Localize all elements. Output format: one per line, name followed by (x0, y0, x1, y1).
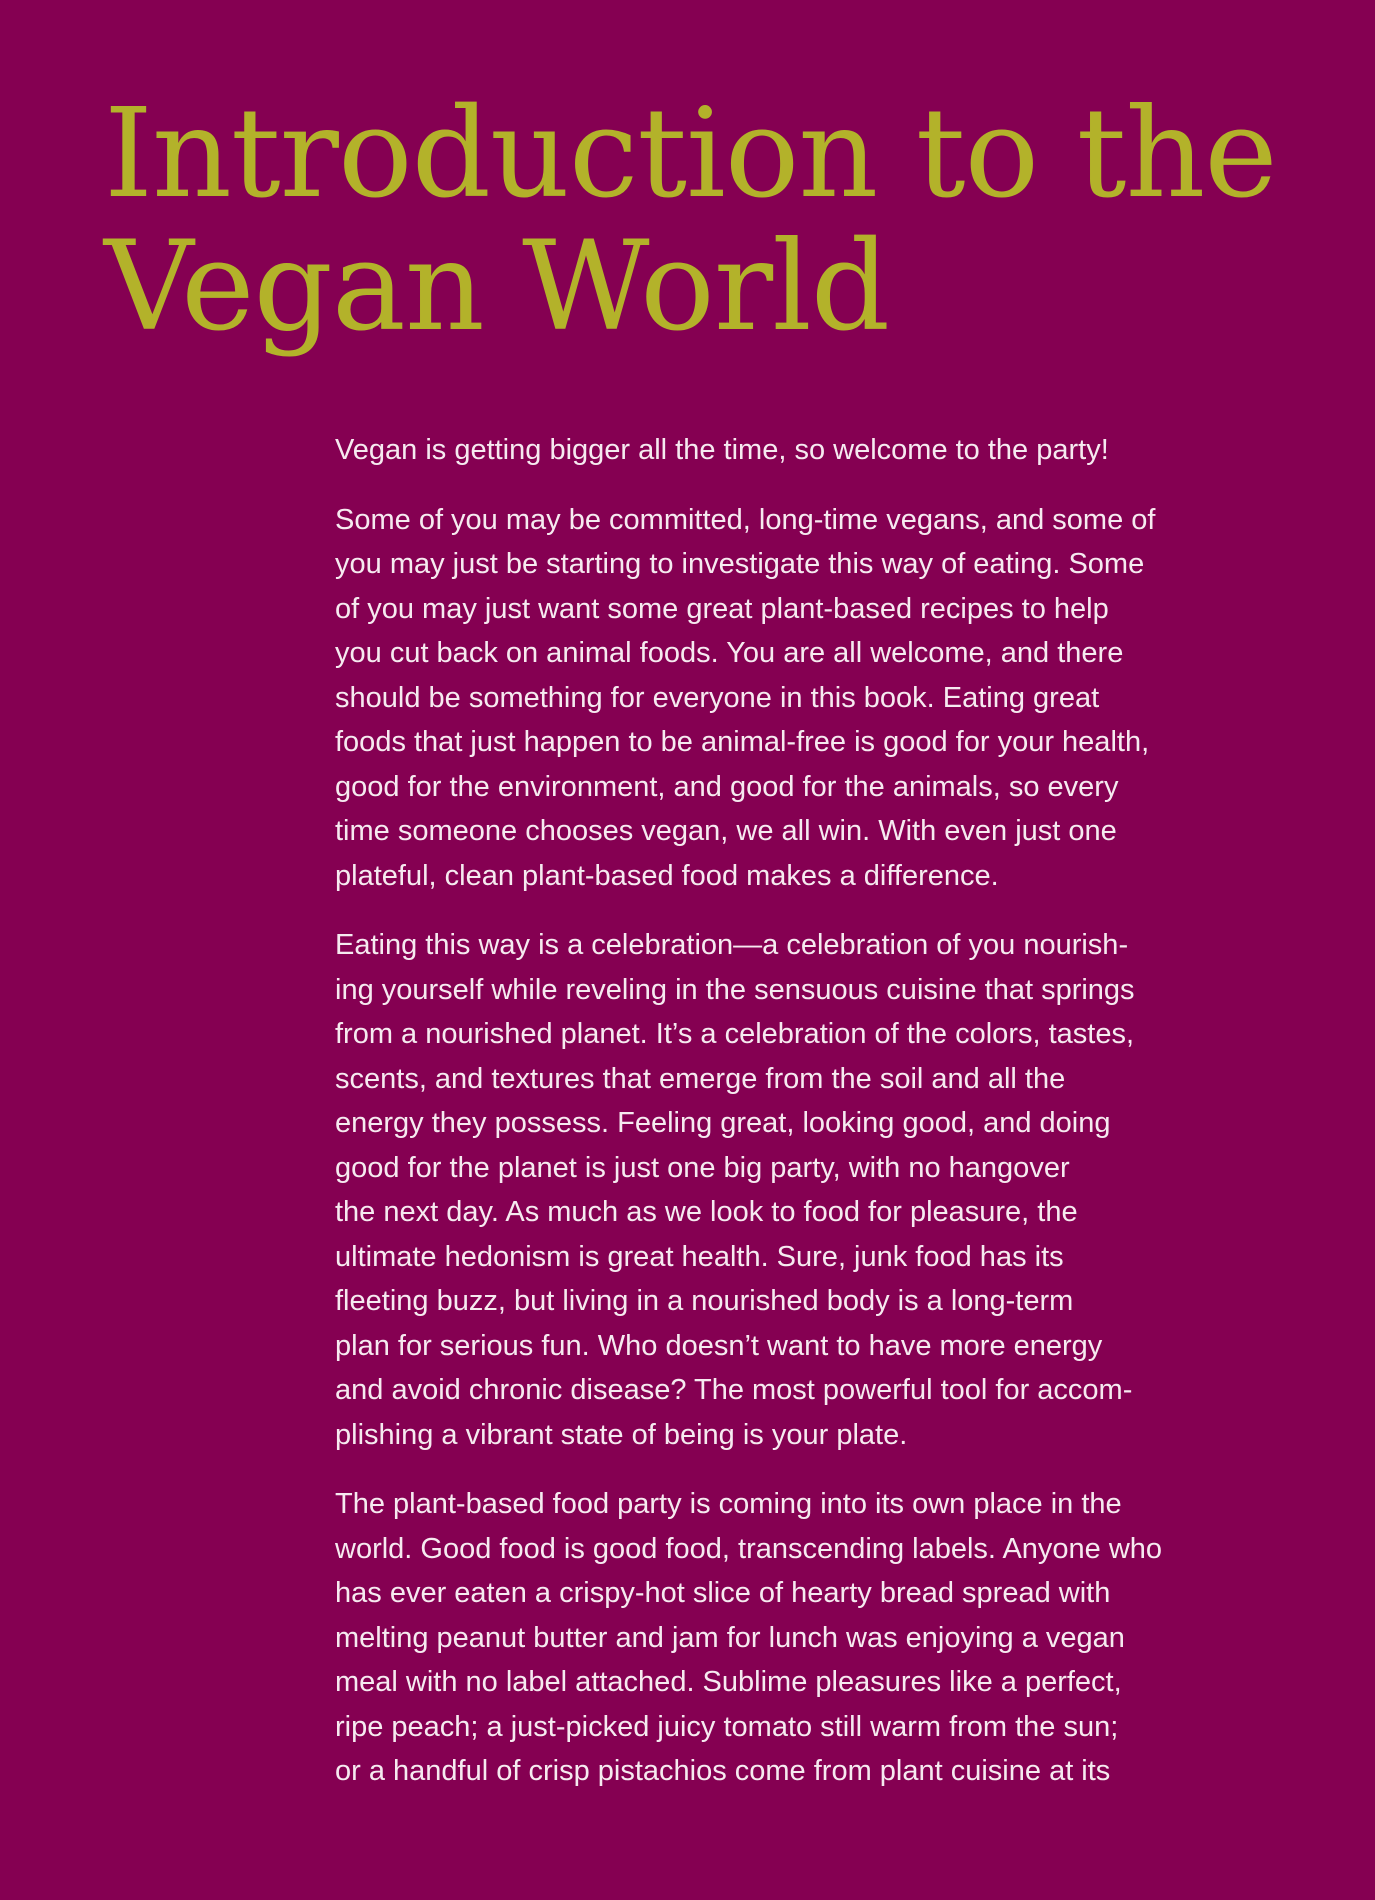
text-line: Eating this way is a celebration—a celebration of you nourish- (335, 929, 1129, 961)
text-line: ing yourself while reveling in the sensuous cuisine that springs (335, 973, 1135, 1006)
text-line: scents, and textures that emerge from the soil and all the (335, 1062, 1066, 1095)
text-line: good for the environment, and good for the animals, so every (335, 770, 1119, 803)
text-line: energy they possess. Feeling great, looking good, and doing (335, 1107, 1111, 1139)
text-line: The plant-based food party is coming into its own place in the (335, 1488, 1122, 1520)
paragraph-food-party (335, 1482, 1235, 1794)
text-line: from a nourished planet. It’s a celebration of the colors, tastes, (335, 1018, 1135, 1050)
text-line: and avoid chronic disease? The most powerful tool for accom- (335, 1374, 1133, 1406)
text-line: or a handful of crisp pistachios come from plant cuisine at its (335, 1755, 1111, 1787)
text-line: time someone chooses vegan, we all win. With even just one (335, 815, 1117, 847)
body-text (335, 428, 1235, 1819)
text-line: the next day. As much as we look to food for pleasure, the (335, 1196, 1078, 1228)
chapter-title (104, 82, 1277, 359)
text-line: should be something for everyone in this book. Eating great (335, 681, 1100, 714)
text-line: melting peanut butter and jam for lunch was enjoying a vegan (335, 1621, 1125, 1654)
text-line: meal with no label attached. Sublime pleasures like a perfect, (335, 1666, 1122, 1698)
chapter-title-line: Vegan World (104, 215, 890, 359)
paragraph-celebration (335, 923, 1235, 1457)
text-line: of you may just want some great plant-based recipes to help (335, 592, 1109, 625)
text-line: world. Good food is good food, transcending labels. Anyone who (335, 1532, 1163, 1565)
text-line: plan for serious fun. Who doesn’t want to have more energy (335, 1329, 1103, 1362)
text-line: ultimate hedonism is great health. Sure, junk food has its (335, 1240, 1064, 1273)
chapter-title-line: Introduction to the (104, 82, 1277, 226)
text-line: Vegan is getting bigger all the time, so welcome to the party! (335, 434, 1109, 466)
text-line: plateful, clean plant-based food makes a difference. (335, 859, 999, 892)
text-line: you may just be starting to investigate this way of eating. Some (335, 548, 1145, 580)
paragraph-intro (335, 428, 1235, 473)
text-line: plishing a vibrant state of being is your plate. (335, 1418, 908, 1451)
text-line: Some of you may be committed, long-time vegans, and some of (335, 503, 1156, 536)
text-line: you cut back on animal foods. You are all welcome, and there (335, 637, 1124, 669)
text-line: good for the planet is just one big party, with no hangover (335, 1151, 1070, 1184)
text-line: foods that just happen to be animal-free is good for your health, (335, 726, 1150, 758)
text-line: fleeting buzz, but living in a nourished body is a long-term (335, 1285, 1074, 1317)
text-line: ripe peach; a just-picked juicy tomato still warm from the sun; (335, 1710, 1119, 1743)
paragraph-welcome (335, 498, 1235, 899)
text-line: has ever eaten a crispy-hot slice of hearty bread spread with (335, 1577, 1111, 1609)
